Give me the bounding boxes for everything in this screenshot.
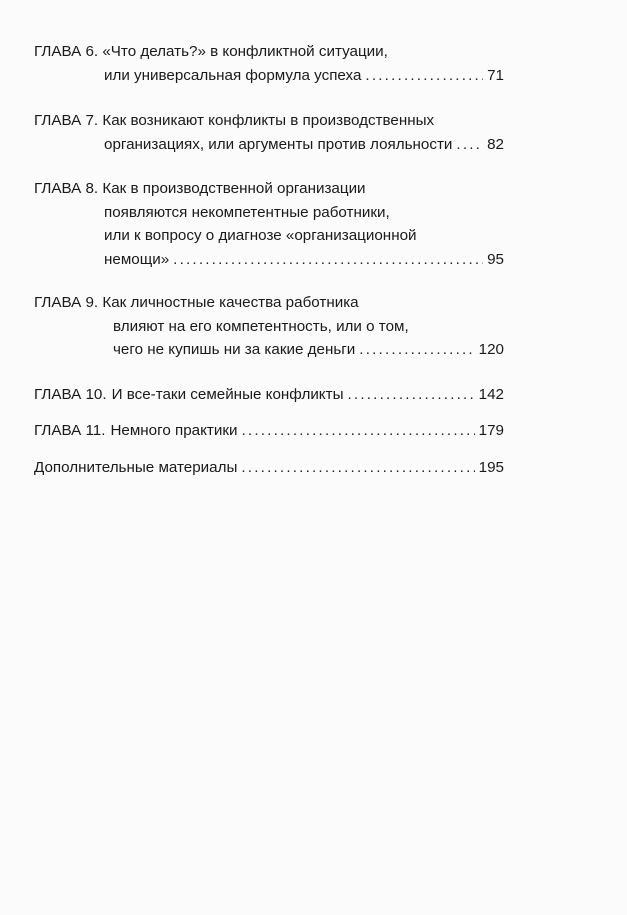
chapter-title-line: немощи» (104, 250, 170, 268)
toc-entry-chapter-7 (34, 109, 504, 156)
toc-entry-first-line (34, 109, 504, 133)
toc-entry-last-line (34, 248, 504, 272)
dot-leader (456, 133, 483, 157)
chapter-label: ГЛАВА 6. (34, 43, 99, 60)
table-of-contents (34, 40, 504, 501)
chapter-title-line: или к вопросу о диагнозе «организационной (104, 227, 417, 244)
chapter-title-line: появляются некомпетентные работники, (104, 203, 390, 221)
chapter-title-line: Как в производственной организации (102, 180, 366, 197)
dot-leader (173, 248, 483, 272)
page-number: 142 (478, 385, 504, 403)
chapter-title-line: И все-таки семейные конфликты (111, 385, 344, 403)
chapter-label: ГЛАВА 10. (34, 385, 107, 403)
toc-entry-last-line (34, 456, 504, 480)
toc-entry-last-line (34, 338, 504, 362)
chapter-title-line: «Что делать?» в конфликтной ситуации, (102, 43, 388, 60)
chapter-title-line: организациях, или аргументы против лояльности (104, 135, 453, 153)
section-title: Дополнительные материалы (34, 458, 238, 476)
toc-entry-first-line (34, 291, 504, 315)
page-number: 95 (487, 250, 504, 268)
chapter-label: ГЛАВА 11. (34, 422, 106, 439)
toc-entry-last-line (34, 383, 504, 407)
page-number: 179 (478, 422, 504, 439)
chapter-label: ГЛАВА 7. (34, 112, 99, 129)
page-number: 120 (478, 341, 504, 358)
chapter-label: ГЛАВА 9. (34, 294, 99, 311)
dot-leader (348, 383, 475, 407)
toc-entry-chapter-9 (34, 291, 504, 362)
page-number: 71 (487, 66, 504, 84)
chapter-title-line: Немного практики (110, 422, 238, 439)
toc-entry-last-line (34, 419, 504, 443)
page-number: 82 (487, 135, 504, 153)
dot-leader (241, 456, 474, 480)
toc-entry-last-line (34, 64, 504, 88)
chapter-title-line: Как личностные качества работника (102, 294, 359, 311)
dot-leader (365, 64, 483, 88)
toc-entry-first-line (34, 177, 504, 201)
toc-entry-chapter-6 (34, 40, 504, 87)
toc-entry-chapter-8 (34, 177, 504, 271)
toc-entry-chapter-10 (34, 383, 504, 407)
dot-leader (242, 419, 475, 443)
page-number: 195 (478, 458, 504, 476)
toc-entry-additional-materials (34, 456, 504, 480)
chapter-title-line: влияют на его компетентность, или о том, (113, 317, 409, 335)
chapter-title-line: или универсальная формула успеха (104, 66, 362, 84)
chapter-title-line: чего не купишь ни за какие деньги (113, 341, 356, 358)
toc-entry-last-line (34, 133, 504, 157)
toc-entry-chapter-11 (34, 419, 504, 443)
chapter-title-line: Как возникают конфликты в производственных (102, 112, 435, 129)
toc-entry-first-line (34, 40, 504, 64)
chapter-label: ГЛАВА 8. (34, 180, 99, 197)
dot-leader (359, 338, 474, 362)
